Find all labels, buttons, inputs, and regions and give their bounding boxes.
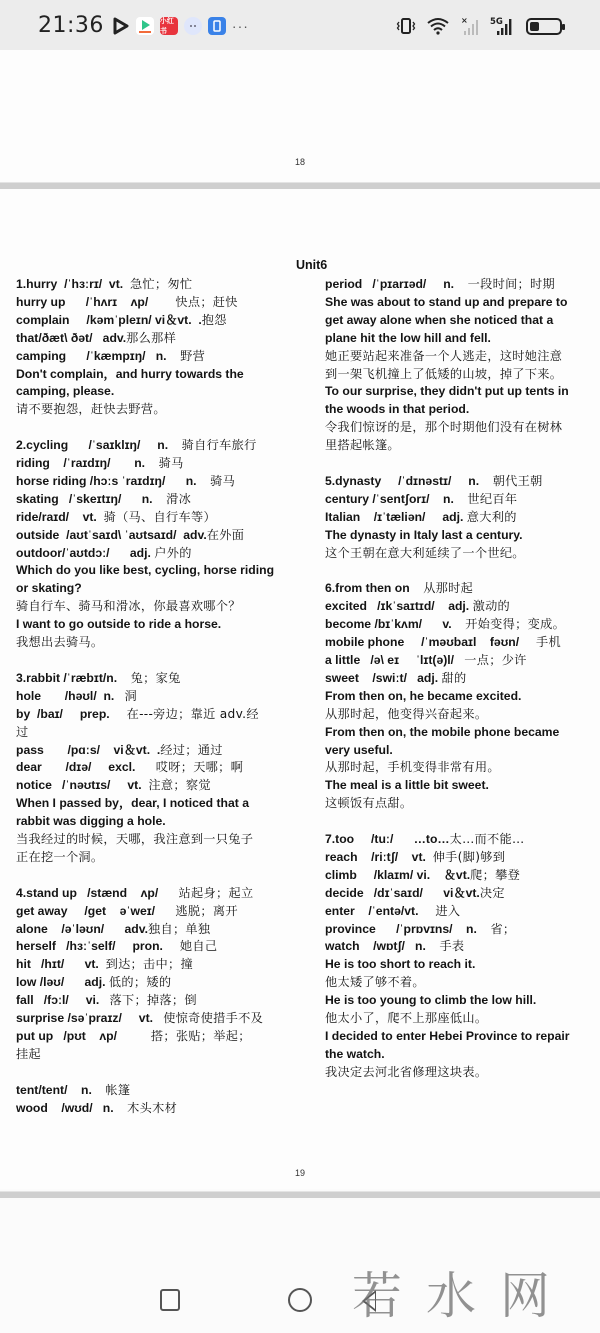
section-spacer — [16, 652, 286, 670]
vocab-line — [325, 867, 595, 885]
vocab-line — [325, 885, 595, 903]
chinese-text: 意大利的 — [466, 509, 517, 524]
chinese-text: 她正要站起来准备一个人逃走，这时她注意 — [325, 348, 563, 363]
vocab-line — [325, 348, 595, 366]
play-icon — [112, 17, 130, 35]
watermark-char: 若 — [352, 1267, 408, 1325]
chinese-text: 这个王朝在意大利延续了一个世纪。 — [325, 545, 525, 560]
vocab-line — [325, 437, 595, 455]
chinese-text: 野营 — [180, 348, 206, 363]
vocab-line — [325, 992, 595, 1010]
vocab-line — [16, 473, 286, 491]
vocab-line — [325, 688, 595, 706]
chinese-text: 到达；击中；撞 — [105, 957, 193, 972]
vocab-line — [16, 401, 286, 419]
vocab-line — [325, 580, 595, 598]
english-text: mobile phone /ˈməʊbaɪl fəʊn/ — [325, 635, 537, 650]
vocab-line — [16, 956, 286, 974]
vocab-line — [325, 1064, 595, 1082]
chinese-text: 进入 — [435, 903, 461, 918]
chinese-text: 在外面 — [206, 527, 245, 542]
chinese-text: 落下；掉落；倒 — [109, 993, 197, 1008]
vocab-line — [16, 670, 286, 688]
status-right — [396, 15, 562, 37]
vocab-line — [16, 813, 286, 831]
video-app-icon — [136, 17, 154, 35]
chinese-text: 省； — [490, 921, 516, 936]
chinese-text: 挂起 — [16, 1046, 41, 1061]
unit-title: Unit6 — [296, 258, 328, 272]
vocab-line — [325, 491, 595, 509]
chinese-text: 骑马 — [210, 473, 236, 488]
chinese-text: 逃脱；离开 — [175, 903, 238, 918]
vocab-line — [325, 527, 595, 545]
section-spacer — [16, 419, 286, 437]
vocab-line — [325, 831, 595, 849]
vocab-line — [325, 777, 595, 795]
english-text: riding /ˈraɪdɪŋ/ n. — [16, 456, 159, 471]
english-text: The dynasty in Italy last a century. — [325, 527, 523, 542]
vocab-line — [16, 688, 286, 706]
vocab-line — [16, 921, 286, 939]
english-text: 6.from then on — [325, 581, 424, 596]
vocab-line — [16, 509, 286, 527]
home-button[interactable] — [288, 1288, 312, 1312]
more-notifications-icon: ··· — [231, 17, 249, 34]
prev-page-number: 18 — [294, 157, 305, 167]
chinese-text: 一点；少许 — [464, 653, 527, 667]
vocab-line — [325, 956, 595, 974]
vocab-line — [16, 545, 286, 563]
english-text: that/ðæt\ ðət/ adv. — [16, 330, 127, 345]
current-page-number: 19 — [294, 1168, 305, 1178]
vocab-line — [16, 777, 286, 795]
english-text: plane hit the low hill and fell. — [325, 330, 491, 345]
section-spacer — [16, 867, 286, 885]
chinese-text: 急忙；匆忙 — [129, 277, 193, 291]
status-left — [38, 13, 249, 38]
english-text: get away alone when she noticed that a — [325, 312, 554, 327]
english-text: decide /dɪˈsaɪd/ vi＆vt. — [325, 885, 480, 900]
english-text: She was about to stand up and prepare to — [325, 294, 568, 309]
chinese-text: 伸手(脚)够到 — [432, 849, 506, 864]
english-text: very useful. — [325, 742, 393, 757]
chinese-text: 爬；攀登 — [470, 867, 521, 882]
english-text: camping, please. — [16, 384, 115, 399]
vocab-line — [16, 885, 286, 903]
chinese-text: 骑马 — [158, 456, 184, 471]
english-text: 3.rabbit /ˈræbɪt/n. — [16, 670, 131, 685]
vocab-line — [325, 383, 595, 401]
vocab-line — [325, 706, 595, 724]
english-text: alone /əˈləʊn/ adv. — [16, 921, 148, 936]
vocab-line — [16, 634, 286, 652]
chinese-text: 滑冰 — [166, 491, 192, 506]
english-text: reach /riːtʃ/ vt. — [325, 849, 433, 864]
vocab-line — [325, 1028, 595, 1046]
chinese-text: 她自己 — [179, 939, 218, 954]
chinese-text: 太…而不能… — [449, 832, 525, 847]
vocab-line — [325, 742, 595, 760]
vocab-line — [16, 742, 286, 760]
english-text: low /ləʊ/ adj. — [16, 975, 109, 990]
vocab-line — [325, 616, 595, 634]
section-spacer — [325, 455, 595, 473]
chinese-text: 那么那样 — [126, 330, 177, 345]
english-text: the watch. — [325, 1046, 385, 1061]
chinese-text: 从那时起，他变得兴奋起来。 — [325, 706, 488, 721]
vocab-line — [325, 366, 595, 384]
english-text: hurry up /ˈhʌrɪ ʌp/ — [16, 294, 176, 309]
vocab-line — [16, 706, 286, 724]
chinese-text: 骑自行车旅行 — [181, 438, 257, 453]
vocab-line — [16, 1082, 286, 1100]
vocab-line — [16, 312, 286, 330]
english-text: I decided to enter Hebei Province to repair — [325, 1029, 570, 1044]
english-text: wood /wʊd/ n. — [16, 1100, 128, 1115]
no-signal-icon — [460, 15, 480, 37]
chinese-text: 手机 — [536, 635, 562, 650]
english-text: pass /pɑːs/ vi＆vt. . — [16, 742, 161, 757]
chinese-text: 独自；单独 — [147, 921, 211, 936]
chinese-text: 他太矮了够不着。 — [325, 975, 425, 990]
chinese-text: 开始变得；变成。 — [465, 617, 566, 632]
section-spacer — [16, 1064, 286, 1082]
vocab-line — [325, 473, 595, 491]
vocab-line — [325, 509, 595, 527]
english-text: century /ˈsentʃorɪ/ n. — [325, 491, 468, 506]
vocab-line — [16, 903, 286, 921]
chinese-text: 洞 — [124, 688, 137, 703]
english-text: watch /wɒtʃ/ n. — [325, 939, 440, 954]
chinese-text: 在---旁边；靠近 adv.经 — [126, 706, 259, 721]
chinese-text: 甜的 — [441, 670, 467, 685]
english-text: tent/tent/ n. — [16, 1082, 106, 1097]
clock: 21:36 — [38, 13, 104, 38]
vocab-line — [325, 634, 595, 652]
english-text: herself /hɜːˈself/ pron. — [16, 939, 180, 954]
chinese-text: 过 — [16, 724, 29, 739]
battery-level — [530, 22, 539, 31]
vocab-line — [16, 1046, 286, 1064]
vocab-line — [325, 670, 595, 688]
chinese-text: 世纪百年 — [467, 491, 518, 506]
english-text: skating /ˈskeɪtɪŋ/ n. — [16, 491, 167, 506]
vocab-line — [325, 419, 595, 437]
vocab-line — [16, 491, 286, 509]
english-text: rabbit was digging a hole. — [16, 814, 166, 829]
chinese-text: 正在挖一个洞。 — [16, 849, 104, 864]
english-text: the woods in that period. — [325, 402, 470, 417]
chinese-text: 骑（马、自行车等） — [103, 509, 216, 524]
english-text: He is too young to climb the low hill. — [325, 993, 537, 1008]
svg-text:×: × — [461, 16, 468, 25]
chinese-text: 木头木材 — [127, 1100, 178, 1115]
section-spacer — [325, 813, 595, 831]
english-text: camping /ˈkæmpɪŋ/ n. — [16, 348, 181, 363]
chinese-text: 我决定去河北省修理这块表。 — [325, 1064, 488, 1079]
english-text: Italian /ɪˈtæliən/ adj. — [325, 509, 467, 524]
english-text: fall /fɔːl/ vi. — [16, 993, 110, 1008]
english-text: From then on, the mobile phone became — [325, 724, 560, 739]
vocab-line — [325, 294, 595, 312]
vocab-line — [325, 1010, 595, 1028]
english-text: 5.dynasty /ˈdɪnəstɪ/ n. — [325, 473, 493, 488]
vocab-line — [16, 1028, 286, 1046]
chinese-text: 站起身；起立 — [178, 885, 254, 900]
vocab-line — [325, 974, 595, 992]
right-column — [325, 276, 595, 1082]
red-app-icon: 小红书 — [160, 17, 178, 35]
vocab-line — [16, 1100, 286, 1118]
vocab-line — [16, 974, 286, 992]
english-text: I want to go outside to ride a horse. — [16, 617, 222, 632]
chinese-text: 帐篷 — [105, 1082, 131, 1097]
vocab-line — [325, 795, 595, 813]
vibrate-icon — [396, 16, 416, 36]
chinese-text: 这顿饭有点甜。 — [325, 796, 413, 811]
chinese-text: 决定 — [479, 885, 505, 900]
vocab-line — [16, 455, 286, 473]
vocab-line — [16, 348, 286, 366]
english-text: sweet /swiːt/ adj. — [325, 670, 442, 685]
chinese-text: 到一架飞机撞上了低矮的山坡，掉了下来。 — [325, 366, 563, 381]
english-text: dear /dɪə/ excl. — [16, 760, 156, 775]
vocab-line — [325, 401, 595, 419]
vocab-line — [325, 598, 595, 616]
chinese-text: 他太小了，爬不上那座低山。 — [325, 1011, 488, 1026]
vocab-line — [325, 545, 595, 563]
english-text: get away /get əˈweɪ/ — [16, 903, 176, 918]
recents-button[interactable] — [160, 1289, 180, 1311]
vocab-line — [325, 652, 595, 670]
english-text: Which do you like best, cycling, horse riding — [16, 563, 275, 578]
english-text: notice /ˈnəʊtɪs/ vt. — [16, 778, 149, 793]
vocab-line — [16, 383, 286, 401]
english-text: When I passed by，dear, I noticed that a — [16, 796, 249, 811]
ghost-app-icon — [184, 17, 202, 35]
wifi-icon — [426, 16, 450, 36]
chinese-text: 抱怨 — [201, 312, 227, 327]
chinese-text: 经过；通过 — [160, 742, 223, 757]
chinese-text: 注意；察觉 — [148, 778, 211, 793]
vocab-line — [16, 831, 286, 849]
vocab-line — [325, 724, 595, 742]
blue-app-icon — [208, 17, 226, 35]
left-column — [16, 276, 286, 1118]
english-text: ride/raɪd/ vt. — [16, 509, 104, 524]
vocab-line — [16, 437, 286, 455]
vocab-line — [16, 330, 286, 348]
chinese-text: 手表 — [439, 939, 465, 954]
english-text: enter /ˈentə/vt. — [325, 903, 436, 918]
vocab-line — [325, 903, 595, 921]
english-text: period /ˈpɪarɪəd/ n. — [325, 277, 468, 291]
english-text: a little /ə\ eɪ ˈlɪt(ə)l/ — [325, 653, 465, 667]
english-text: surprise /səˈpraɪz/ vt. — [16, 1011, 164, 1026]
vocab-line — [325, 759, 595, 777]
vocab-line — [325, 849, 595, 867]
vocab-line — [325, 1046, 595, 1064]
english-text: put up /pʊt ʌp/ — [16, 1029, 151, 1044]
chinese-text: 快点；赶快 — [175, 294, 238, 309]
vocab-line — [16, 795, 286, 813]
chinese-text: 请不要抱怨，赶快去野营。 — [16, 402, 166, 417]
vocab-line — [16, 616, 286, 634]
section-spacer — [325, 562, 595, 580]
english-text: or skating? — [16, 581, 82, 596]
vocab-line — [325, 276, 595, 294]
vocab-line — [16, 580, 286, 598]
english-text: 7.too /tuː/ …to… — [325, 832, 450, 847]
english-text: horse riding /hɔːs ˈraɪdɪŋ/ n. — [16, 473, 211, 488]
english-text: hit /hɪt/ vt. — [16, 957, 106, 972]
english-text: 1.hurry /ˈhɜːrɪ/ vt. — [16, 277, 130, 291]
chinese-text: 使惊奇使措手不及 — [163, 1011, 264, 1026]
vocab-line — [16, 527, 286, 545]
vocab-line — [325, 312, 595, 330]
chinese-text: 令我们惊讶的是，那个时期他们没有在树林 — [325, 420, 563, 435]
watermark-logo — [352, 1262, 582, 1325]
english-text: by /baɪ/ prep. — [16, 706, 127, 721]
english-text: The meal is a little bit sweet. — [325, 778, 489, 793]
english-text: hole /həʊl/ n. — [16, 688, 125, 703]
vocab-line — [16, 1010, 286, 1028]
vocab-line — [16, 759, 286, 777]
vocab-line — [325, 921, 595, 939]
english-text: excited /ɪkˈsaɪtɪd/ adj. — [325, 599, 473, 614]
english-text: become /bɪˈkʌm/ v. — [325, 617, 466, 632]
battery-icon — [526, 18, 562, 35]
chinese-text: 搭；张贴；举起； — [150, 1029, 251, 1044]
chinese-text: 兔；家兔 — [130, 670, 181, 685]
status-bar — [0, 0, 600, 50]
vocab-line — [16, 938, 286, 956]
chinese-text: 户外的 — [154, 545, 192, 560]
chinese-text: 骑自行车、骑马和滑冰，你最喜欢哪个？ — [16, 599, 241, 614]
english-text: 2.cycling /ˈsaɪklɪŋ/ n. — [16, 438, 182, 453]
english-text: climb /klaɪm/ vi. ＆vt. — [325, 867, 471, 882]
vocab-line — [16, 276, 286, 294]
chinese-text: 激动的 — [472, 599, 511, 614]
english-text: 4.stand up /stænd ʌp/ — [16, 885, 179, 900]
chinese-text: 低的；矮的 — [108, 975, 172, 990]
chinese-text: 朝代王朝 — [492, 473, 543, 488]
vocab-line — [16, 294, 286, 312]
watermark-char: 网 — [500, 1267, 556, 1325]
vocab-line — [325, 330, 595, 348]
english-text: From then on, he became excited. — [325, 688, 522, 703]
chinese-text: 我想出去骑马。 — [16, 635, 104, 650]
english-text: He is too short to reach it. — [325, 957, 476, 972]
chinese-text: 里搭起帐篷。 — [325, 438, 400, 453]
chinese-text: 从那时起，手机变得非常有用。 — [325, 760, 500, 775]
english-text: Don't complain，and hurry towards the — [16, 366, 244, 381]
vocab-line — [16, 724, 286, 742]
english-text: outdoor/ˈaʊtdɔː/ adj. — [16, 545, 155, 560]
vocab-line — [16, 366, 286, 384]
network-label: 5G — [490, 17, 503, 27]
chinese-text: 当我经过的时候，天哪，我注意到一只兔子 — [16, 832, 254, 847]
chinese-text: 一段时间；时期 — [467, 277, 556, 291]
chinese-text: 从那时起 — [423, 581, 474, 596]
watermark-char: 水 — [426, 1267, 482, 1325]
vocab-line — [16, 598, 286, 616]
vocab-line — [16, 849, 286, 867]
chinese-text: 哎呀；天哪；啊 — [155, 760, 244, 775]
english-text: complain /kəmˈpleɪn/ vi＆vt. . — [16, 312, 202, 327]
vocab-line — [16, 992, 286, 1010]
english-text: To our surprise, they didn't put up tents in — [325, 384, 569, 399]
english-text: province /ˈprɒvɪns/ n. — [325, 921, 491, 936]
english-text: outside /aʊtˈsaɪd\ ˈaʊtsaɪd/ adv. — [16, 527, 207, 542]
vocab-line — [16, 562, 286, 580]
5g-signal-icon — [490, 15, 516, 37]
vocab-line — [325, 938, 595, 956]
